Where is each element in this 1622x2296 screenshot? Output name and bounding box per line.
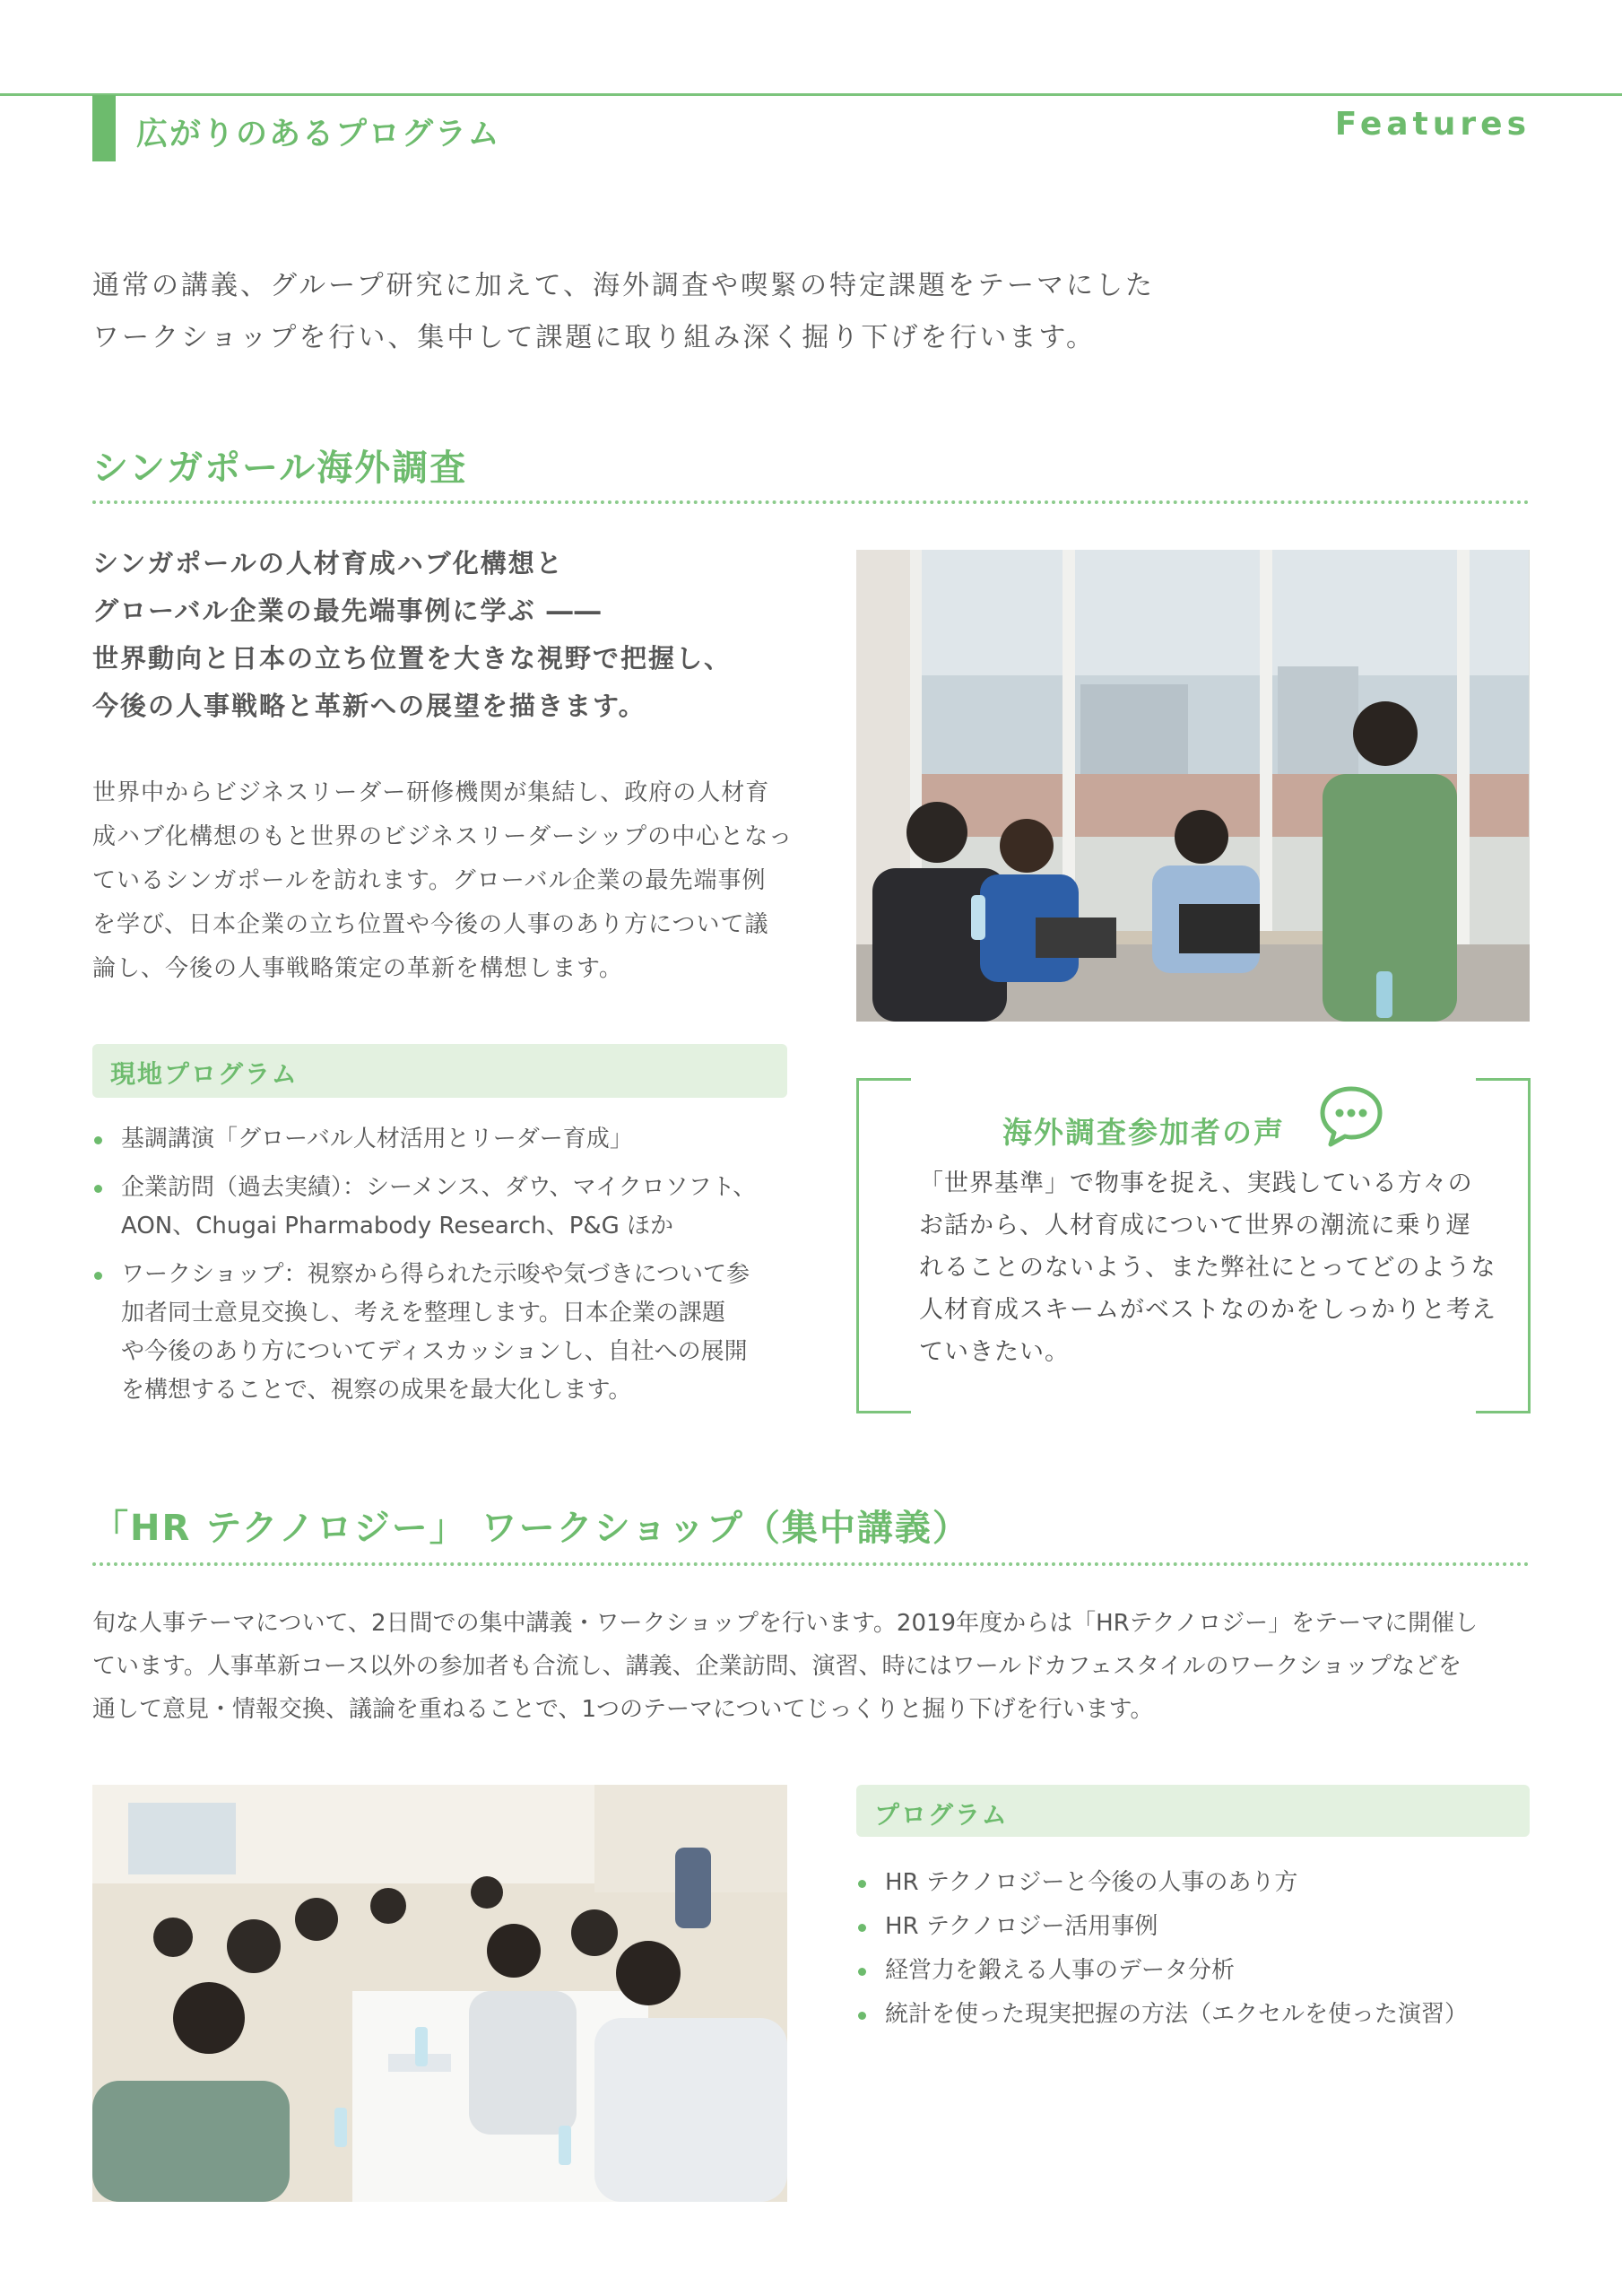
voice-line: 「世界基準」で物事を捉え、実践している方々の — [919, 1170, 1473, 1197]
list-item: 基調講演「グローバル人材活用とリーダー育成」 — [92, 1120, 810, 1159]
bullet-dot — [858, 2012, 866, 2020]
dotted-divider — [92, 1562, 1530, 1566]
bullet-dot — [94, 1272, 102, 1280]
voice-line: お話から、人材育成について世界の潮流に乗り遅 — [919, 1212, 1471, 1239]
hr-program-label: プログラム — [874, 1800, 1009, 1830]
body-line: 世界中からビジネスリーダー研修機関が集結し、政府の人材育 — [92, 779, 770, 806]
hr-program-list — [856, 1864, 1530, 2039]
voice-text — [919, 1162, 1496, 1373]
photo-singapore-discussion — [856, 550, 1530, 1022]
intro-text — [92, 260, 1545, 364]
list-item: 企業訪問（過去実績）：シーメンス、ダウ、マイクロソフト、 AON、Chugai Pharmabody Research、P&G ほか — [92, 1169, 810, 1246]
bullet-dot — [858, 1880, 866, 1888]
dotted-divider — [92, 500, 1530, 504]
body-line: 通して意見・情報交換、議論を重ねることで、1つのテーマについてじっくりと掘り下げを行います。 — [92, 1696, 1154, 1723]
body-line: 成ハブ化構想のもと世界のビジネスリーダーシップの中心となっ — [92, 823, 794, 850]
voice-line: れることのないよう、また弊社にとってどのような — [919, 1254, 1496, 1282]
voice-title: 海外調査参加者の声 — [1002, 1115, 1285, 1150]
section-title-singapore: シンガポール海外調査 — [92, 448, 468, 489]
singapore-body — [92, 771, 792, 991]
intro-line: ワークショップを行い、集中して課題に取り組み深く掘り下げを行います。 — [92, 322, 1096, 353]
body-line: ています。人事革新コース以外の参加者も合流し、講義、企業訪問、演習、時にはワールドカフェスタイルのワークショップなどを — [92, 1653, 1462, 1680]
body-line: を学び、日本企業の立ち位置や今後の人事のあり方について議 — [92, 911, 769, 938]
voice-bracket-right — [1476, 1078, 1531, 1413]
voice-line: 人材育成スキームがベストなのかをしっかりと考え — [919, 1296, 1496, 1324]
local-program-label: 現地プログラム — [110, 1059, 299, 1089]
hr-body — [92, 1602, 1536, 1731]
list-item: ワークショップ：視察から得られた示唆や気づきについて参 加者同士意見交換し、考えを整理します。日本企業の課題 や今後のあり方についてディスカッションし、自社への展開 を構想することで、視察の成果を最大化します。 — [92, 1256, 810, 1410]
features-label: Features — [1334, 106, 1531, 143]
bullet-dot — [858, 1924, 866, 1932]
body-line: ているシンガポールを訪れます。グローバル企業の最先端事例 — [92, 867, 767, 894]
hr-program-header — [856, 1785, 1530, 1837]
voice-line: ていきたい。 — [919, 1338, 1070, 1366]
header-accent-bar — [92, 95, 116, 161]
voice-bracket-left — [856, 1078, 911, 1413]
local-program-list — [92, 1120, 810, 1420]
bullet-dot — [94, 1185, 102, 1193]
bullet-dot — [858, 1968, 866, 1976]
intro-line: 通常の講義、グループ研究に加えて、海外調査や喫緊の特定課題をテーマにした — [92, 270, 1155, 301]
header-rule — [0, 93, 1622, 96]
bullet-dot — [94, 1136, 102, 1144]
body-line: 旬な人事テーマについて、2日間での集中講義・ワークショップを行います。2019年度からは「HRテクノロジー」をテーマに開催し — [92, 1610, 1479, 1637]
list-item: 経営力を鍛える人事のデータ分析 — [856, 1952, 1530, 1990]
body-line: 論し、今後の人事戦略策定の革新を構想します。 — [92, 955, 623, 982]
lead-line: シンガポールの人材育成ハブ化構想と — [92, 548, 564, 578]
local-program-header — [92, 1044, 787, 1098]
page-title: 広がりのあるプログラム — [136, 117, 501, 152]
section-title-hr-technology: 「HR テクノロジー」 ワークショップ（集中講義） — [92, 1508, 970, 1549]
list-item: 統計を使った現実把握の方法（エクセルを使った演習） — [856, 1996, 1530, 2034]
list-item: HR テクノロジー活用事例 — [856, 1908, 1530, 1946]
lead-line: 世界動向と日本の立ち位置を大きな視野で把握し、 — [92, 643, 733, 674]
singapore-lead — [92, 540, 810, 730]
list-item: HR テクノロジーと今後の人事のあり方 — [856, 1864, 1530, 1902]
photo-hr-workshop — [92, 1785, 787, 2202]
lead-line: 今後の人事戦略と革新への展望を描きます。 — [92, 691, 646, 721]
speech-bubble-icon — [1318, 1083, 1384, 1150]
lead-line: グローバル企業の最先端事例に学ぶ ―― — [92, 596, 603, 626]
